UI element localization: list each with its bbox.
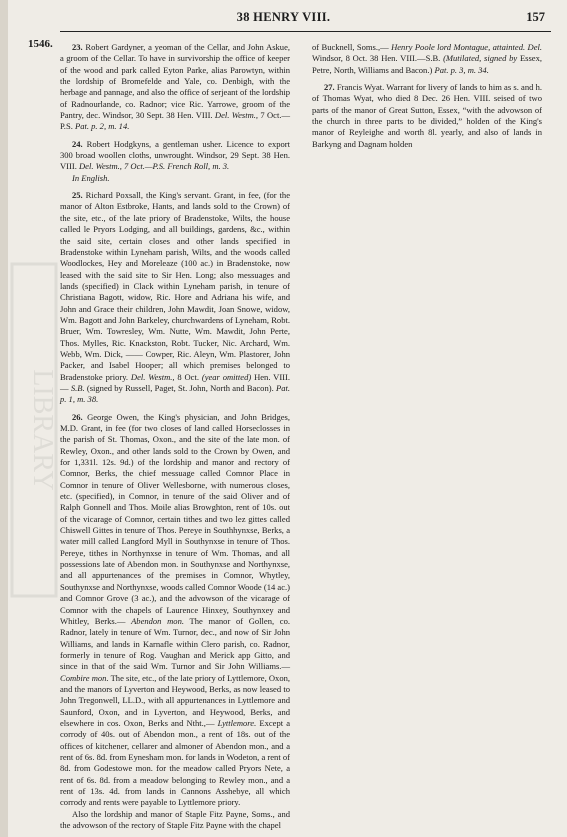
entry-text: Robert Gardyner, a yeoman of the Cellar, and John Askue, a groom of the Cellar. To have in survivorship the office of keeper of the wood and park called Eyton Parke, alias Parowtyn, within the lordship of Bromefelde and Yale, co. Denbigh, with the herbage and pannage, and also the office of serjeant of the lordship of Radnourlande, co. Radnor; vice Ric. Yarrowe, groom of the Pantry, dec. Windsor, 30 Sept. 38 Hen. VIII. [60, 42, 291, 121]
entry-text: The site, etc., of the late priory of Lyttlemore, Oxon, and the manors of Lyverton and Heywood, Berks, as now leased to John Tregonwell, LL.D., with all appurtenances in Lyttlemore and Saunford, Oxon, and in Lyverton, and Heywood, Berks, and elsewhere in cos. Oxon, Berks and Ntht.,— [60, 672, 291, 728]
entry-text: 8 Oct. [177, 371, 199, 382]
right-column [312, 42, 542, 150]
entry-23 [60, 42, 290, 133]
entry-text: Except a corrody of 40s. out of Abendon mon., a rent of 18s. out of the offices of kitchener, cellarer and almoner of Abendon mon., and a rent of 6s. 8d. from Eynesham mon. for lands in Wodeton, a rent of 8d. from Godestowe mon. for the meadow called Pryors Nete, a rent of 6s. 8d. from a meadow belonging to Rewley mon., and a rent of 13s. 4d. from lands in Cannons Asshebye, all which corrody and rents were payable to Lyttlemore priory. [60, 717, 291, 808]
entry-number: 27. [324, 82, 335, 93]
entry-text: Hen. VIII.— [60, 371, 291, 393]
header-rule [60, 31, 551, 32]
entry-text: Also the lordship and manor of Staple Fitz Payne, Soms., and the advowson of the rectory of Staple Fitz Payne with the chapel [60, 808, 290, 831]
entry-text: Essex, Petre, North, Williams and Bacon.) [312, 53, 543, 75]
entry-text: Robert Hodgkyns, a gentleman usher. Licence to export 300 broad woollen cloths, unwrought. Windsor, 29 Sept. 38 Hen. VIII. [60, 138, 291, 172]
entry-24 [60, 139, 290, 173]
entry-ref: Del. [527, 42, 543, 52]
entry-ref: Pat. p. 3, m. 34. [434, 64, 489, 75]
entry-26-continued [312, 42, 542, 76]
page-gutter [0, 0, 8, 837]
entry-ref: Pat. p. 1, m. 38. [60, 382, 290, 405]
entry-place: Henry Poole lord Montague, attainted. [391, 42, 526, 52]
entry-ref: Del. Westm., [130, 371, 175, 382]
entry-27 [312, 82, 542, 150]
entry-25 [60, 190, 290, 406]
entry-text: The manor of Gollen, co. Radnor, lately in tenure of Wm. Turnor, dec., and now of Sir John Williams, and lands in Karnafle within Clero parish, co. Radnor, formerly in tenure of Rog. Vaughan and Merick app Gitto, and since in that of the said Wm. Turnor and Sir John Williams.— [60, 615, 291, 672]
entry-text: Windsor, 8 Oct. 38 Hen. VIII.—S.B. [312, 53, 441, 64]
svg-text:LIBRARY: LIBRARY [27, 369, 58, 491]
entry-number: 23. [72, 42, 83, 52]
page-number: 157 [526, 10, 545, 24]
entry-text: George Owen, the King's physician, and John Bridges, M.D. Grant, in fee (for two closes of land called Horseclosses in the parish of St. Thomas, Oxon., and the site of the late mon. of Rewley, Oxon., and other lands sold to the Crown by Owen, and for 1,331l. 12s. 9d.) of the lordship and manor and rectory of Comnor, Berks, the chief messuage called Comnor Place in Comnor in tenure of Oliver Wellesborne, with numerous closes, etc. (specified), in Comnor, in tenure of the said Oliver and of Ralph Gonnell and Thos. Moile alias Browghton, rent of 10s. out of the vicarage of Comnor, certain tithes and two lez gittes called Chiswell Gittes in tenure of Thos. Pereye in Southhynxse, Berks, a water mill called Langford Myll in Southynxse in tenure of Thos. Pereye, tithes in Northynxse in tenure of Wm. Thomas, and all possessions late of Abendon mon. in Southynxse and Northynxse, and all appurtenances of the premises in Comnor, Whytley, Southynxse and Northynxse, woods called Comnor Woode (14 ac.) and Comnor Grove (3 ac.), and the advowson of the vicarage of Comnor with the chapels of Laurence Hinxey, Southynxey and Whitley, Berks.— [60, 411, 290, 626]
entry-24-note [60, 173, 290, 184]
library-watermark-icon [4, 260, 64, 600]
entry-ref: Pat. p. 2, m. 14. [74, 121, 130, 132]
entry-place: Combire mon. [60, 672, 109, 683]
entry-26 [60, 412, 290, 809]
entry-place: Lyttlemore. [217, 717, 257, 728]
entry-text: of Bucknell, Soms.,— [312, 42, 389, 52]
language-note: In English. [72, 172, 110, 183]
entry-ref: Del. Westm., 7 Oct.—P.S. French Roll, m. 3. [79, 161, 230, 172]
running-head: 38 HENRY VIII. [236, 10, 331, 24]
entry-number: 24. [72, 138, 83, 149]
entry-text: Francis Wyat. Warrant for livery of lands to him as s. and h. of Thomas Wyat, who died 8 Dec. 26 Hen. VIII. seised of two parts of the manor of Great Sutton, Essex, “with the advowson of the church in three parts to be divided,” holden of the King's manor of Reyleighe and worth 8l. yearly, and also of lands in Barkyng and Dagnam holden [312, 82, 543, 149]
entry-ref: (Mutilated, signed by [443, 53, 518, 64]
entry-place: Abendon mon. [131, 615, 184, 626]
entry-text: 7 Oct.—P.S. [60, 110, 291, 132]
left-column [60, 42, 290, 831]
entry-text: (signed by Russell, Paget, St. John, North and Bacon). [86, 382, 274, 393]
entry-number: 26. [72, 411, 83, 422]
entry-26-continued [60, 809, 290, 832]
entry-ref: Del. Westm., [214, 110, 259, 121]
entry-ref: (year omitted) [201, 371, 252, 382]
margin-year: 1546. [28, 38, 53, 50]
entry-number: 25. [72, 190, 83, 201]
entry-ref: S.B. [70, 382, 85, 393]
entry-text: Richard Poxsall, the King's servant. Grant, in fee, (for the manor of Alton Estbroke, Hants, and lands sold to the Crown) of the site, etc., of the late priory of Bradenstoke, Wilts, the house called le Pryors Lodging, and all buildings, gardens, &c., within the said site, certain closes and other lands specified in Bradenstoke within Lyneham parish, Wilts, and the woods called Woodlockes, Hey and Moreleaze (100 ac.) in Bradenstoke, now leased with the said site to Sir Hen. Long; also messuages and lands (specified) in Clack within Lyneham parish, in tenure of Christiana Bagott, widow, Ric. Hore and Adriana his wife, and John and Grace their children, John Mawdit, Joan Snowe, widow, Wm. Bagott and John Barkeley, churchwardens of Lyneham, Robt. Bruer, Wm. Towresley, Wm. Nutte, Wm. Mawdit, John Perte, Thos. Mylles, Ric. Knackston, Robt. Tucker, Nic. Archard, Wm. Webb, Wm. Dick, —— Cowper, Ric. Aleyn, Wm. Plastorer, John Packer, and Isabel Hooper; all which premises belonged to Bradenstoke priory. [60, 190, 290, 382]
